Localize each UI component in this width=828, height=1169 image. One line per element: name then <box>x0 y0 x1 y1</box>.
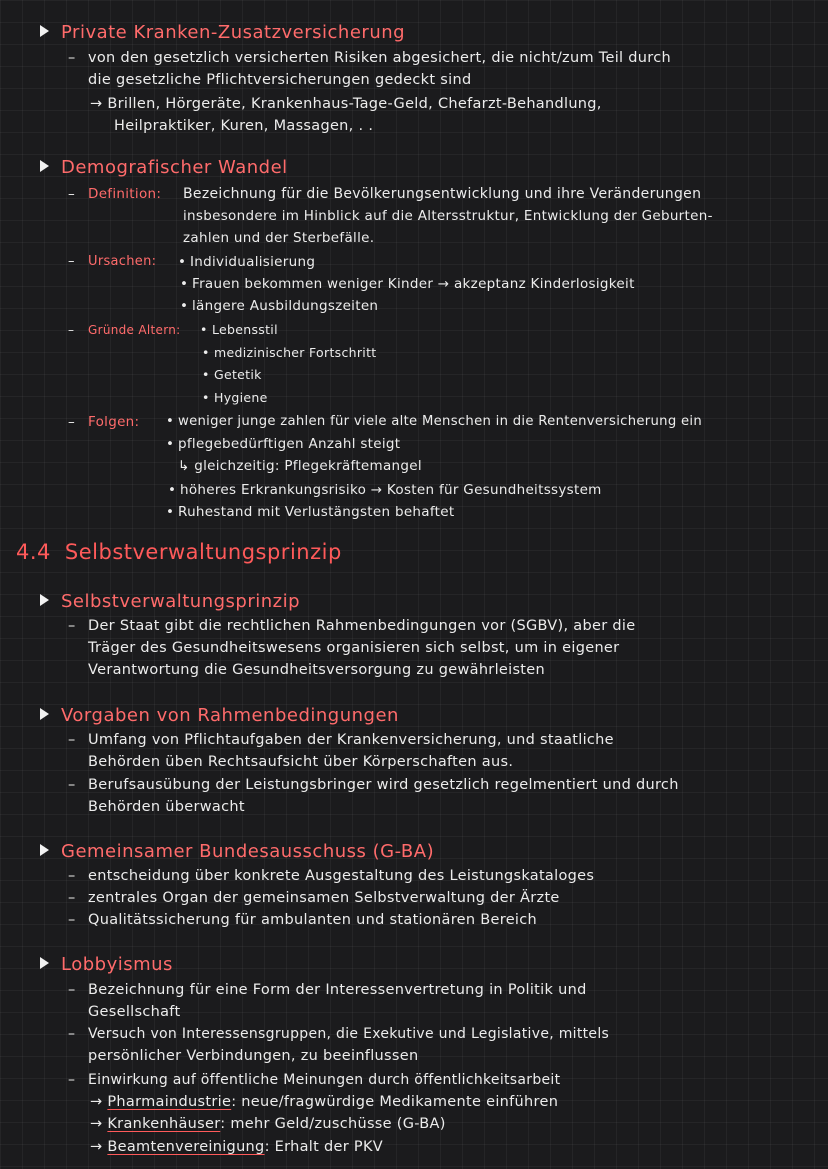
demo-def-2: insbesondere im Hinblick auf die Altersstruktur, Entwicklung der Geburten- <box>183 208 713 224</box>
gba-line-2: – zentrales Organ der gemeinsamen Selbstverwaltung der Ärzte <box>88 888 560 908</box>
private-line-4: Heilpraktiker, Kuren, Massagen, . . <box>114 118 374 134</box>
bullet-arrow-icon <box>40 25 49 37</box>
bullet-arrow-icon <box>40 594 49 606</box>
bullet-arrow-icon <box>40 708 49 720</box>
demo-gr-3: • Getetik <box>214 365 262 385</box>
demo-fo-2: • pflegebedürftigen Anzahl steigt <box>178 434 400 454</box>
private-line-1: – von den gesetzlich versicherten Risiken abgesichert, die nicht/zum Teil durch <box>88 48 671 68</box>
demo-gr-2: • medizinischer Fortschritt <box>214 343 376 363</box>
demo-gr-1: • Lebensstil <box>212 320 278 340</box>
arrow-right-icon: → <box>90 1116 103 1132</box>
demo-fo-3: ↳ gleichzeitig: Pflegekräftemangel <box>178 458 422 474</box>
lobby-example-value: : mehr Geld/zuschüsse (G-BA) <box>220 1116 446 1132</box>
selbst-line-1: – Der Staat gibt die rechtlichen Rahmenbedingungen vor (SGBV), aber die <box>88 616 635 636</box>
demo-gruende-label: – Gründe Altern: <box>88 320 180 340</box>
bullet-arrow-icon <box>40 844 49 856</box>
lobby-example-key: Pharmaindustrie <box>107 1094 232 1110</box>
demo-urs-2: • Frauen bekommen weniger Kinder → akzeptanz Kinderlosigkeit <box>192 274 635 294</box>
chapter-heading <box>16 540 342 564</box>
demo-urs-3: • längere Ausbildungszeiten <box>192 296 378 316</box>
gba-line-1: – entscheidung über konkrete Ausgestaltung des Leistungskataloges <box>88 866 594 886</box>
lobby-line-4: persönlicher Verbindungen, zu beeinflussen <box>88 1048 419 1064</box>
selbst-line-2: Träger des Gesundheitswesens organisieren sich selbst, um in eigener <box>88 640 620 656</box>
chapter-number: 4.4 <box>16 540 51 564</box>
section-vorgaben-title: Vorgaben von Rahmenbedingungen <box>40 705 399 726</box>
demo-def-1: Bezeichnung für die Bevölkerungsentwicklung und ihre Veränderungen <box>183 186 702 202</box>
demo-definition-label: – Definition: <box>88 184 161 204</box>
demo-fo-1: • weniger junge zahlen für viele alte Menschen in die Rentenversicherung ein <box>178 412 702 432</box>
demo-urs-1: • Individualisierung <box>190 252 315 272</box>
selbst-line-3: Verantwortung die Gesundheitsversorgung zu gewährleisten <box>88 662 545 678</box>
vorgaben-line-3: – Berufsausübung der Leistungsbringer wird gesetzlich regelmentiert und durch <box>88 775 679 795</box>
gba-line-3: – Qualitätssicherung für ambulanten und stationären Bereich <box>88 910 537 930</box>
demo-fo-5: • Ruhestand mit Verlustängsten behaftet <box>178 502 454 522</box>
chapter-title: Selbstverwaltungsprinzip <box>64 540 342 564</box>
lobby-example-key: Krankenhäuser <box>107 1116 221 1132</box>
lobby-example-beamten <box>90 1137 383 1157</box>
vorgaben-line-2: Behörden üben Rechtsaufsicht über Körperschaften aus. <box>88 754 514 770</box>
lobby-line-3: – Versuch von Interessensgruppen, die Exekutive und Legislative, mittels <box>88 1024 609 1044</box>
arrow-right-icon: → <box>90 1094 103 1110</box>
lobby-line-2: Gesellschaft <box>88 1004 181 1020</box>
section-private-title: Private Kranken-Zusatzversicherung <box>40 22 405 43</box>
private-line-3: → Brillen, Hörgeräte, Krankenhaus-Tage-Geld, Chefarzt-Behandlung, <box>90 96 602 112</box>
lobby-example-pharma <box>90 1092 558 1112</box>
demo-ursachen-label: – Ursachen: <box>88 252 156 272</box>
lobby-example-value: : neue/fragwürdige Medikamente einführen <box>231 1094 559 1110</box>
arrow-right-icon: → <box>90 1139 103 1155</box>
section-selbst-title: Selbstverwaltungsprinzip <box>40 591 300 612</box>
lobby-example-key: Beamtenvereinigung <box>107 1139 265 1155</box>
section-demo-title: Demografischer Wandel <box>40 157 288 178</box>
section-gba-title: Gemeinsamer Bundesausschuss (G-BA) <box>40 841 434 862</box>
lobby-line-1: – Bezeichnung für eine Form der Interessenvertretung in Politik und <box>88 980 587 1000</box>
demo-def-3: zahlen und der Sterbefälle. <box>183 230 375 246</box>
lobby-example-krankenhaus <box>90 1114 446 1134</box>
private-line-2: die gesetzliche Pflichtversicherungen gedeckt sind <box>88 72 472 88</box>
lobby-example-value: : Erhalt der PKV <box>264 1139 383 1155</box>
vorgaben-line-4: Behörden überwacht <box>88 799 245 815</box>
demo-fo-4: • höheres Erkrankungsrisiko → Kosten für Gesundheitssystem <box>180 480 602 500</box>
lobby-line-5: – Einwirkung auf öffentliche Meinungen durch öffentlichkeitsarbeit <box>88 1070 560 1090</box>
bullet-arrow-icon <box>40 957 49 969</box>
bullet-arrow-icon <box>40 160 49 172</box>
section-lobby-title: Lobbyismus <box>40 954 173 975</box>
vorgaben-line-1: – Umfang von Pflichtaufgaben der Krankenversicherung, und staatliche <box>88 730 614 750</box>
demo-folgen-label: – Folgen: <box>88 412 139 432</box>
demo-gr-4: • Hygiene <box>214 388 268 408</box>
